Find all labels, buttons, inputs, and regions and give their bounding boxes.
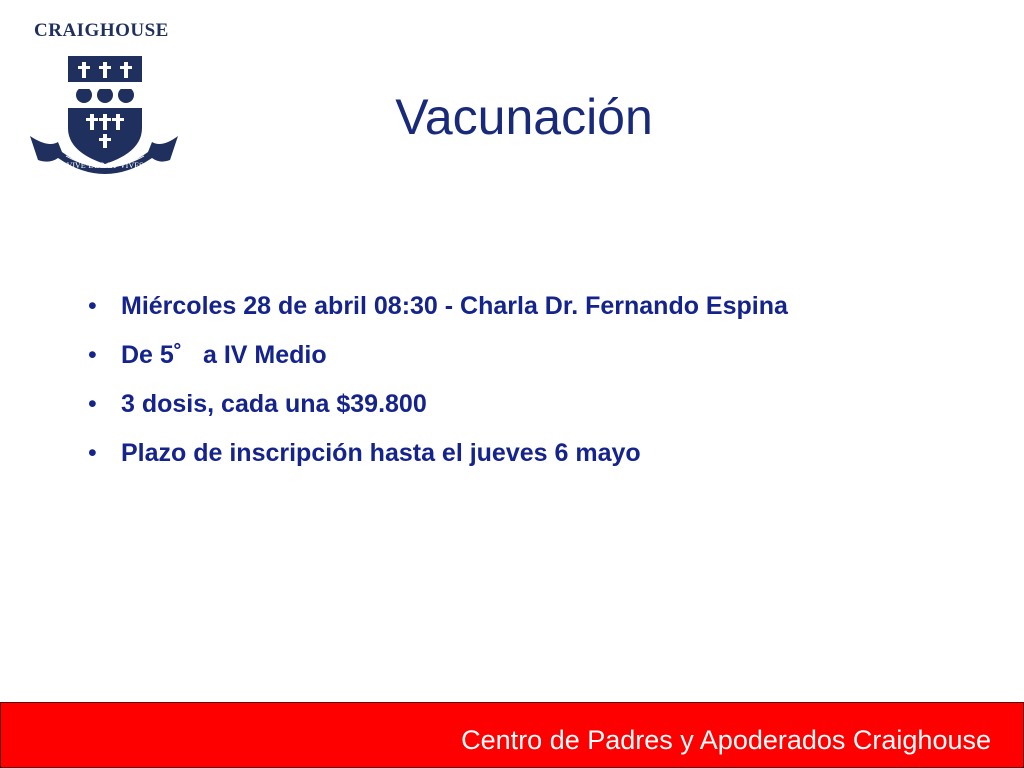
bullet-icon: • [88,341,97,369]
bullet-text: 3 dosis, cada una $39.800 [121,390,427,418]
footer-text: Centro de Padres y Apoderados Craighouse [461,725,991,755]
list-item [88,380,788,429]
bullet-text: Miércoles 28 de abril 08:30 - Charla Dr. Fernando Espina [121,292,788,320]
bullet-icon: • [88,439,97,467]
list-item [88,429,788,478]
list-item [88,282,788,331]
bullet-icon: • [88,292,97,320]
bullet-icon: • [88,390,97,418]
bullet-text: De 5˚ a IV Medio [121,341,327,369]
bullet-text: Plazo de inscripción hasta el jueves 6 mayo [121,439,641,467]
logo-motto: VIVE·DEO·ET·VIVES [66,161,144,170]
list-item [88,331,788,380]
logo-wordmark: CRAIGHOUSE [34,20,169,41]
slide-title: Vacunación [395,89,653,145]
bullet-list [88,282,788,478]
footer-banner [0,702,1024,768]
